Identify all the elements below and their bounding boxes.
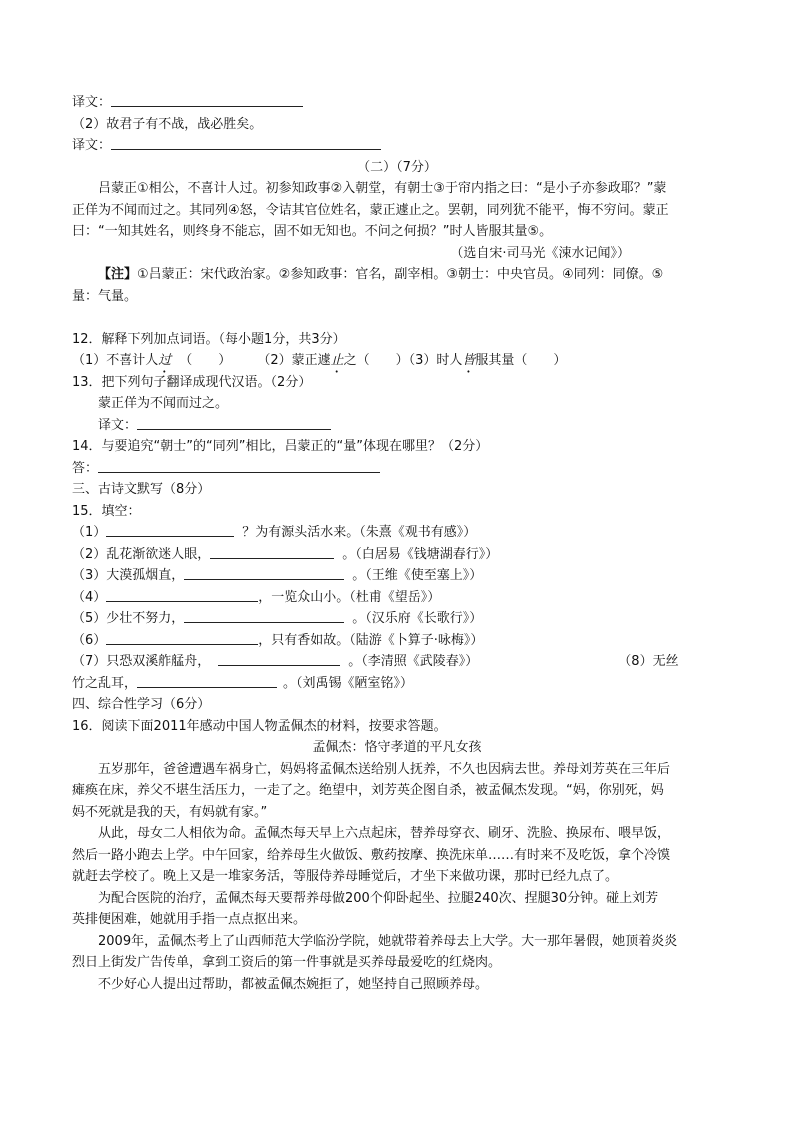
answer-blank[interactable] <box>184 565 344 580</box>
q12-item-2-text: （2）蒙正遽 <box>257 353 331 368</box>
q14-stem: 14．与要追究“朝士”的“同列”相比，吕蒙正的“量”体现在哪里？（2分） <box>72 439 489 454</box>
passage-source: （选自宋·司马光《涑水记闻》） <box>450 245 630 261</box>
fill-text: （2）乱花渐欲迷人眼， <box>72 546 211 562</box>
article-title: 孟佩杰：恪守孝道的平凡女孩 <box>312 740 482 755</box>
answer-blank[interactable] <box>106 587 258 602</box>
fill-text: ，只有香如故。（陆游《卜算子·咏梅》） <box>258 632 484 648</box>
article-line: 烈日上街发广告传单，拿到工资后的第一件事就是买养母最爱吃的红烧肉。 <box>72 955 502 970</box>
q12-dotted-word: 止 <box>330 353 344 368</box>
fill-text: （3）大漠孤烟直， <box>72 568 185 583</box>
fill-text: （7）只恐双溪舴艋舟， <box>72 654 211 669</box>
q12-item-1-text: （1）不喜计人 <box>72 353 159 368</box>
fill-text: 。（王维《使至塞上》） <box>352 568 483 583</box>
answer-label: 答： <box>72 460 99 476</box>
poem-fill-7 <box>72 651 722 673</box>
answer-blank[interactable] <box>111 135 381 150</box>
spacer <box>72 307 722 329</box>
answer-blank[interactable] <box>111 92 303 107</box>
q11-translation-line-2 <box>72 135 722 157</box>
q12-stem: 12．解释下列加点词语。（每小题1分，共3分） <box>72 331 346 347</box>
exam-page <box>72 92 722 995</box>
answer-blank[interactable] <box>137 673 277 688</box>
answer-blank[interactable] <box>137 415 331 430</box>
section-3-heading: 三、古诗文默写（8分） <box>72 482 211 497</box>
q12-item-3-paren: 服其量（ ） <box>475 353 567 368</box>
article-line: 然后一路小跑去上学。中午回家，给养母生火做饭、敷药按摩、换洗床单……有时来不及吃饭，拿个冷馍 <box>72 847 671 863</box>
note-line-2: 量：气量。 <box>72 288 138 304</box>
q12-items <box>72 350 722 372</box>
poem-fill-8 <box>72 673 722 695</box>
q16-stem: 16．阅读下面2011年感动中国人物孟佩杰的材料，按要求答题。 <box>72 718 447 734</box>
fill-number: （6） <box>72 632 107 648</box>
translation-label: 译文： <box>72 138 112 153</box>
section-4-heading: 四、综合性学习（6分） <box>72 697 211 712</box>
passage-line-3: 曰：“一知其姓名，则终身不能忘，固不如无知也。不问之何损？”时人皆服其量⑤。 <box>72 224 553 239</box>
answer-blank[interactable] <box>106 522 234 537</box>
note-label: 【注】 <box>98 267 138 282</box>
fill-text: 竹之乱耳， <box>72 675 138 691</box>
answer-blank[interactable] <box>210 544 334 559</box>
poem-fill-1 <box>72 522 722 544</box>
fill-number: （4） <box>72 589 107 605</box>
q13-stem: 13．把下列句子翻译成现代汉语。（2分） <box>72 374 312 390</box>
fill-text: （5）少壮不努力， <box>72 611 185 626</box>
fill-text: 。（刘禹锡《陋室铭》） <box>283 675 414 691</box>
passage-line-1: 吕蒙正①相公，不喜计人过。初参知政事②入朝堂，有朝士③于帘内指之曰：“是小子亦参政耶？”蒙 <box>98 181 667 196</box>
q11-translation-line-1 <box>72 92 722 114</box>
note-text: ①吕蒙正：宋代政治家。②参知政事：官名，副宰相。③朝士：中央官员。④同列：同僚。⑤ <box>137 267 664 282</box>
fill-text: 。（李清照《武陵春》） <box>348 654 479 669</box>
q13-translation-line <box>72 415 722 437</box>
poem-fill-5 <box>72 608 722 630</box>
poem-fill-6 <box>72 630 722 652</box>
fill-text: 。（白居易《钱塘湖春行》） <box>342 546 499 562</box>
poem-fill-4 <box>72 587 722 609</box>
fill-number: （1） <box>72 525 107 540</box>
fill-text: 。（汉乐府《长歌行》） <box>352 611 483 626</box>
fill-text: ，一览众山小。（杜甫《望岳》） <box>258 589 441 605</box>
q12-item-2-paren: 之（ ） <box>343 353 409 368</box>
q13-sentence: 蒙正佯为不闻而过之。 <box>98 396 229 411</box>
answer-blank[interactable] <box>184 608 344 623</box>
answer-blank[interactable] <box>106 630 258 645</box>
q12-dotted-word: 过 <box>158 353 172 368</box>
article-line: 2009年，孟佩杰考上了山西师范大学临汾学院，她就带着养母去上大学。大一那年暑假，她顶着炎炎 <box>98 933 678 949</box>
article-line: 不少好心人提出过帮助，都被孟佩杰婉拒了，她坚持自己照顾养母。 <box>98 976 489 992</box>
q14-answer-line <box>72 458 722 480</box>
poem-fill-2 <box>72 544 722 566</box>
translation-label: 译文： <box>72 95 112 110</box>
q12-dotted-word: 皆 <box>462 353 476 368</box>
article-line: 五岁那年，爸爸遭遇车祸身亡，妈妈将孟佩杰送给别人抚养，不久也因病去世。养母刘芳英在三年后 <box>98 761 671 777</box>
article-line: 瘫痪在床，养父不堪生活压力，一走了之。绝望中，刘芳英企图自杀，被孟佩杰发现。“妈，你别死，妈 <box>72 783 664 798</box>
fill-text: ？为有源头活水来。（朱熹《观书有感》） <box>242 525 477 540</box>
q12-item-3-text: （3）时人 <box>408 353 463 368</box>
translation-label: 译文： <box>98 417 138 433</box>
q15-stem: 15．填空： <box>72 503 141 519</box>
passage-line-2: 正佯为不闻而过之。其同列④怒，令诘其官位姓名，蒙正遽止之。罢朝，同列犹不能平，悔不穷问。蒙正 <box>72 202 669 218</box>
poem-fill-3 <box>72 565 722 587</box>
q12-item-1-paren: （ ） <box>179 353 232 368</box>
article-line: 就赶去学校了。晚上又是一堆家务活，等服侍养母睡觉后，才坐下来做功课，那时已经九点了。 <box>72 869 619 884</box>
article-line: 英排便困难，她就用手指一点点抠出来。 <box>72 912 307 927</box>
q11-item-2: （2）故君子有不战，战必胜矣。 <box>72 116 263 132</box>
section-2-heading: （二）（7分） <box>357 159 437 175</box>
article-line: 从此，母女二人相依为命。孟佩杰每天早上六点起床，替养母穿衣、刷牙、洗脸、换尿布、喂早饭， <box>98 826 671 841</box>
note-line-1 <box>72 264 722 286</box>
fill-text: （8）无丝 <box>618 654 679 669</box>
article-line: 为配合医院的治疗，孟佩杰每天要帮养母做200个仰卧起坐、拉腿240次、捏腿30分钟。碰上刘芳 <box>98 890 659 906</box>
article-line: 妈不死就是我的天，有妈就有家。” <box>72 804 268 820</box>
answer-blank[interactable] <box>98 458 380 473</box>
answer-blank[interactable] <box>218 651 340 666</box>
